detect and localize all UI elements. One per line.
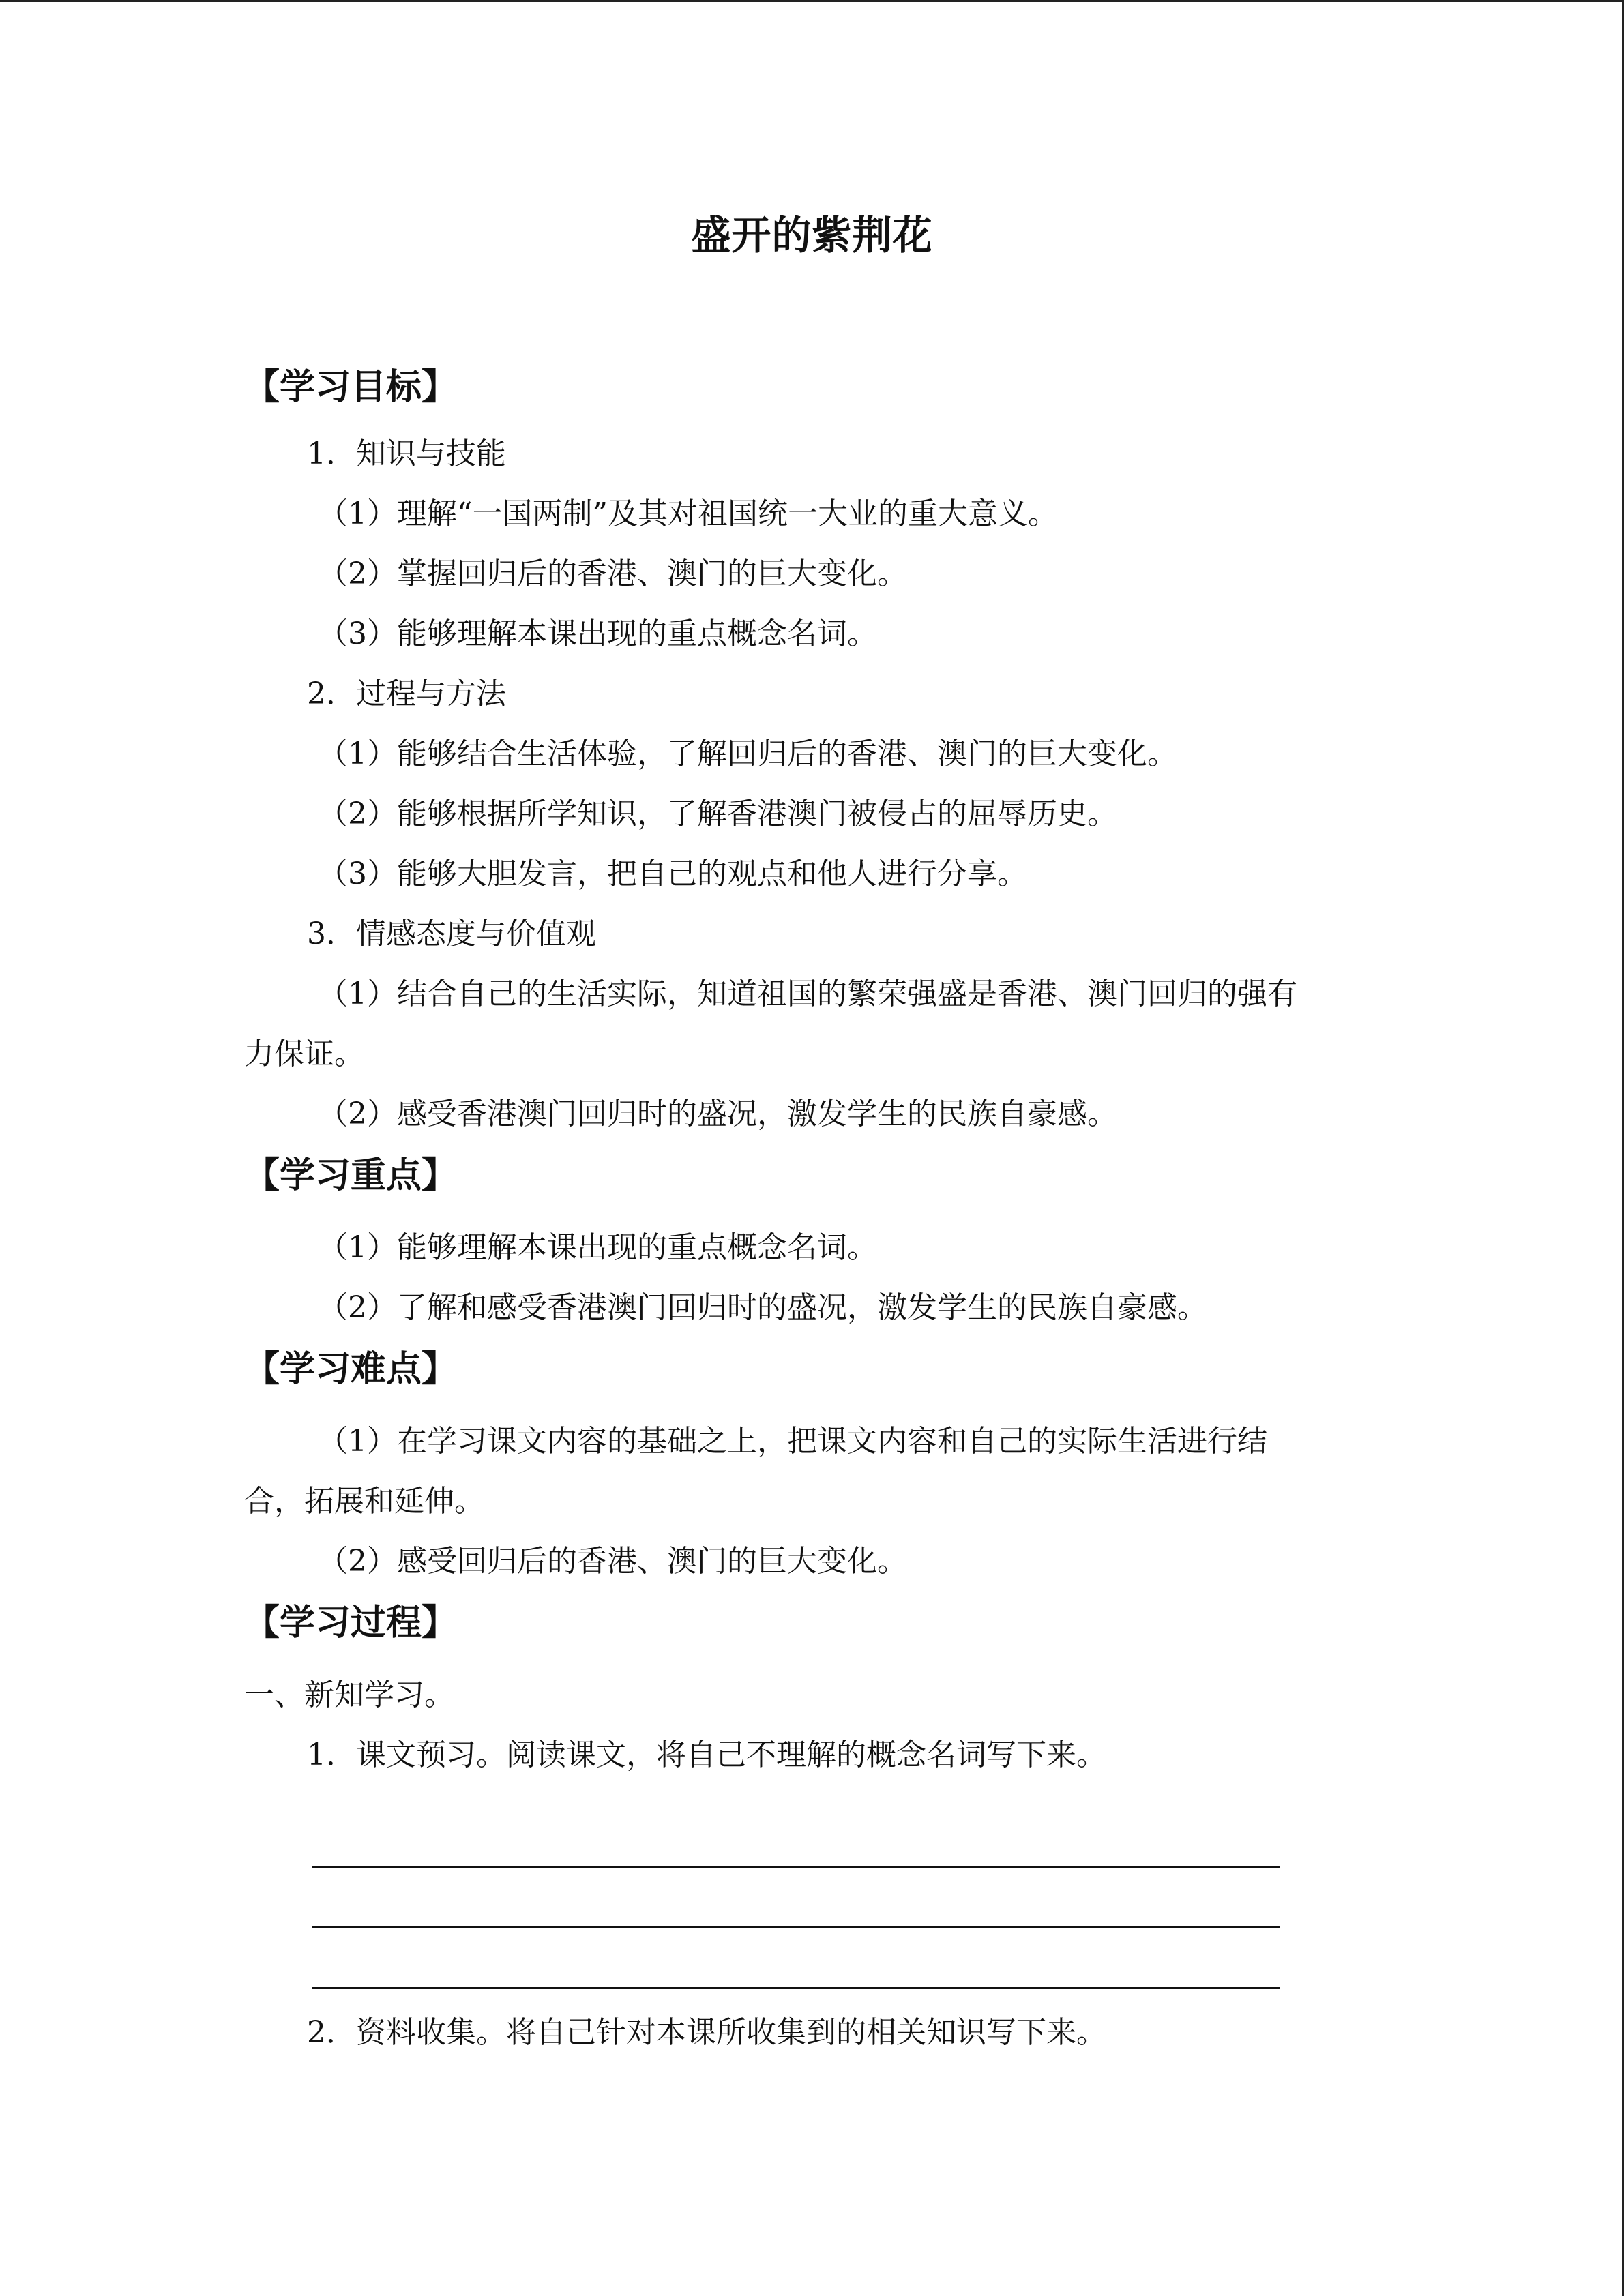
goal-group-process-label: 2．过程与方法	[307, 676, 506, 711]
focus-item: （2）了解和感受香港澳门回归时的盛况，激发学生的民族自豪感。	[318, 1290, 1207, 1325]
answer-lines	[244, 1785, 1380, 1989]
focus-content	[244, 1218, 1380, 1338]
process-task: 1．课文预习。阅读课文，将自己不理解的概念名词写下来。	[307, 1738, 1106, 1772]
goal-item: （3）能够理解本课出现的重点概念名词。	[318, 616, 877, 651]
document-body	[244, 205, 1380, 2063]
process-content	[244, 1665, 1380, 2063]
page-title: 盛开的紫荆花	[691, 212, 933, 258]
difficulty-content	[244, 1412, 1380, 1592]
goal-item-continuation: 力保证。	[244, 1037, 364, 1071]
goal-group-knowledge-label: 1．知识与技能	[307, 436, 506, 471]
goal-item: （2）能够根据所学知识，了解香港澳门被侵占的屈辱历史。	[318, 796, 1117, 831]
process-part-label: 一、新知学习。	[244, 1678, 454, 1712]
goal-group-emotion-label: 3．情感态度与价值观	[307, 916, 596, 951]
goal-item: （3）能够大胆发言，把自己的观点和他人进行分享。	[318, 856, 1027, 891]
goals-content	[244, 424, 1380, 1144]
section-heading-difficulty: 【学习难点】	[244, 1349, 458, 1390]
difficulty-item: （1）在学习课文内容的基础之上，把课文内容和自己的实际生活进行结	[318, 1424, 1267, 1459]
section-heading-process: 【学习过程】	[244, 1602, 458, 1643]
goal-item: （2）掌握回归后的香港、澳门的巨大变化。	[318, 556, 907, 591]
answer-line[interactable]	[312, 1987, 1280, 1989]
section-heading-focus: 【学习重点】	[244, 1155, 458, 1196]
goal-item: （2）感受香港澳门回归时的盛况，激发学生的民族自豪感。	[318, 1097, 1117, 1131]
goal-item: （1）理解“一国两制”及其对祖国统一大业的重大意义。	[318, 496, 1058, 531]
difficulty-item-continuation: 合，拓展和延伸。	[244, 1484, 484, 1519]
focus-item: （1）能够理解本课出现的重点概念名词。	[318, 1230, 877, 1265]
goal-item: （1）能够结合生活体验，了解回归后的香港、澳门的巨大变化。	[318, 736, 1177, 771]
section-heading-goals: 【学习目标】	[244, 367, 458, 408]
goal-item: （1）结合自己的生活实际，知道祖国的繁荣强盛是香港、澳门回归的强有	[318, 976, 1297, 1011]
process-task: 2．资料收集。将自己针对本课所收集到的相关知识写下来。	[307, 2015, 1106, 2050]
difficulty-item: （2）感受回归后的香港、澳门的巨大变化。	[318, 1544, 907, 1579]
